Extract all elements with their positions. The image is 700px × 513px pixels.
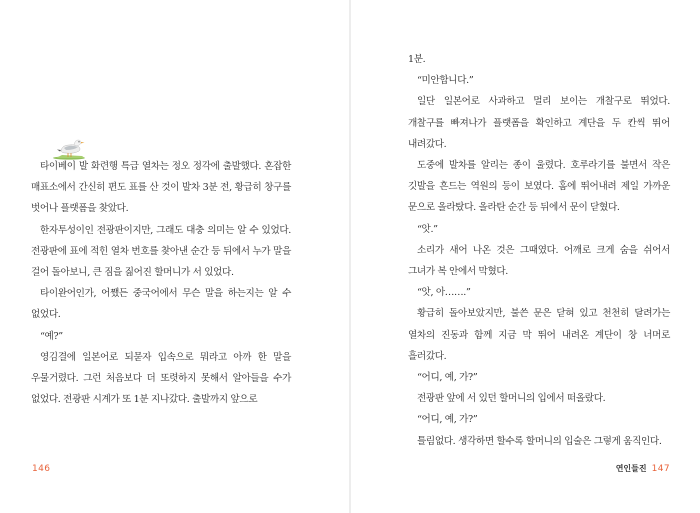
page-footer-right <box>616 463 670 475</box>
paragraph: “어디, 예, 가?” <box>417 372 478 384</box>
paragraph: 틀림없다. 생각하면 할수록 할머니의 입술은 그렇게 움직인다. <box>417 435 662 447</box>
left-page-text <box>31 156 291 410</box>
paragraph: “미안합니다.” <box>417 75 474 87</box>
paragraph: 전광판 앞에 서 있던 할머니의 입에서 떠올랐다. <box>417 393 606 405</box>
paragraph: 도중에 발차를 알리는 종이 울렸다. 호루라기를 불면서 작은 깃발을 흔드는 역원의 등이 보였다. 홈에 뛰어내려 제일 가까운 문으로 올라탔다. 올라탄 순간 등 뒤에서 문이 닫혔다. <box>408 160 670 214</box>
paragraph: 한자투성이인 전광판이지만, 그래도 대충 의미는 알 수 있었다. 전광판에 표에 적힌 열차 번호를 찾아낸 순간 등 뒤에서 누가 말을 걸어 돌아보니, 큰 짐을 짊어진 할머니가 서 있었다. <box>31 224 291 279</box>
paragraph: “예?” <box>40 330 63 342</box>
running-title: 연인들진 <box>615 464 647 473</box>
right-page-text <box>408 49 670 452</box>
page-number-right: 147 <box>651 464 670 474</box>
page-number-left: 146 <box>32 464 51 474</box>
right-page <box>350 0 700 513</box>
paragraph: “앗, 아…….” <box>417 287 471 299</box>
paragraph: “어디, 예, 가?” <box>417 414 478 426</box>
continued-line: 1분. <box>408 54 426 65</box>
paragraph: 타이베이 발 화련행 특급 열차는 정오 정각에 출발했다. 혼잡한 매표소에서 간신히 편도 표를 산 것이 발차 3분 전, 황급히 창구를 벗어나 플랫폼을 찾았다. <box>31 161 291 215</box>
paragraph: 영김결에 일본어로 되묻자 입속으로 뭐라고 아까 한 말을 우물거렸다. 그런 처음보다 더 또렷하지 못해서 알아들을 수가 없었다. 전광판 시계가 또 1분 지나갔다. 출발까지 앞으로 <box>31 351 291 406</box>
paragraph: 소리가 새어 나온 것은 그때였다. 어깨로 크게 숨을 쉬어서 그녀가 복 안에서 막혔다. <box>408 244 670 278</box>
paragraph: 황급히 돌아보았지만, 불쓴 문은 닫혀 있고 천천히 달려가는 열차의 진동과 함께 지금 막 뛰어 내려온 계단이 창 너머로 흘러갔다. <box>408 308 670 362</box>
paragraph: 타이완어인가, 어쨌든 중국어에서 무슨 말을 하는지는 알 수 없었다. <box>31 288 291 321</box>
paragraph: “앗.” <box>417 223 438 235</box>
paragraph: 일단 일본어로 사과하고 멀리 보이는 개찰구로 뛰었다. 개찰구를 빠져나가 플랫폼을 확인하고 계단을 두 칸씩 뛰어 내려갔다. <box>408 96 670 150</box>
